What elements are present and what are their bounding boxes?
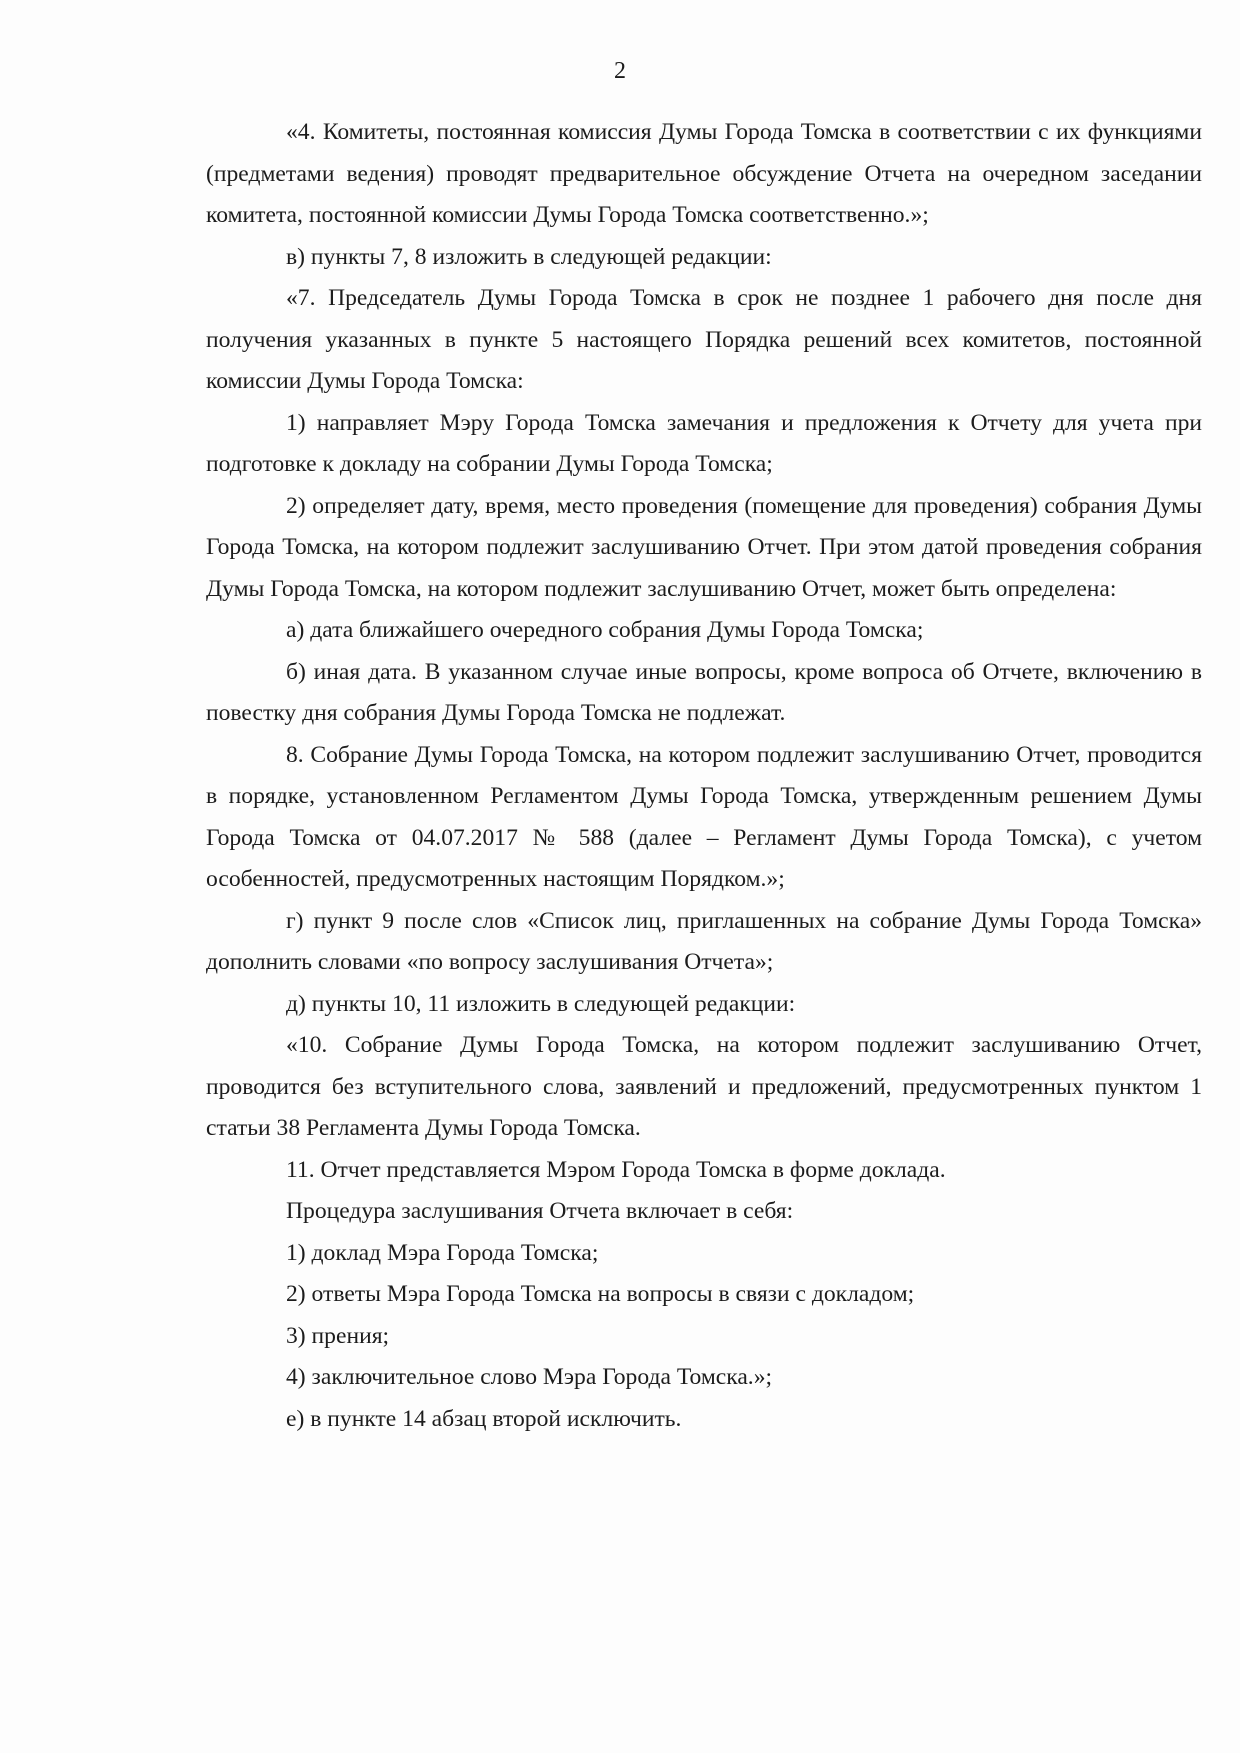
paragraph-item-7-sub-1: 1) направляет Мэру Города Томска замечания и предложения к Отчету для учета при подготовке к докладу на собрании Думы Города Томска;: [206, 409, 1202, 477]
paragraph-item-7: «7. Председатель Думы Города Томска в срок не позднее 1 рабочего дня после дня получения указанных в пункте 5 настоящего Порядка решений всех комитетов, постоянной комиссии Думы Города Томска:: [206, 285, 1202, 394]
paragraph-procedure-1: 1) доклад Мэра Города Томска;: [286, 1239, 599, 1266]
paragraph-procedure-4: 4) заключительное слово Мэра Города Томска.»;: [286, 1364, 773, 1390]
paragraph-item-7-sub-2a: а) дата ближайшего очередного собрания Думы Города Томска;: [286, 617, 924, 643]
paragraph-procedure-2: 2) ответы Мэра Города Томска на вопросы в связи с докладом;: [286, 1281, 915, 1307]
paragraph-amend-items-7-8: в) пункты 7, 8 изложить в следующей редакции:: [286, 243, 772, 270]
paragraph-item-10: «10. Собрание Думы Города Томска, на котором подлежит заслушиванию Отчет, проводится без вступительного слова, заявлений и предложений, предусмотренных пунктом 1 статьи 38 Регламента Думы Города Томска.: [206, 1032, 1202, 1141]
paragraph-item-8: 8. Собрание Думы Города Томска, на котором подлежит заслушиванию Отчет, проводится в порядке, установленном Регламентом Думы Города Томска, утвержденным решением Думы Города Томска от 04.07.2017 № 588 (далее – Регламент Думы Города Томска), с учетом особенностей, предусмотренных настоящим Порядком.»;: [206, 741, 1202, 892]
paragraph-procedure-3: 3) прения;: [286, 1322, 390, 1349]
page-number: 2: [614, 58, 626, 84]
paragraph-procedure: Процедура заслушивания Отчета включает в себя:: [286, 1198, 794, 1224]
paragraph-item-7-sub-2b: б) иная дата. В указанном случае иные вопросы, кроме вопроса об Отчете, включению в повестку дня собрания Думы Города Томска не подлежат.: [206, 658, 1202, 726]
paragraph-item-11: 11. Отчет представляется Мэром Города Томска в форме доклада.: [286, 1156, 946, 1183]
paragraph-committees: «4. Комитеты, постоянная комиссия Думы Города Томска в соответствии с их функциями (предметами ведения) проводят предварительное обсуждение Отчета на очередном заседании комитета, постоянной комиссии Думы Города Томска соответственно.»;: [206, 119, 1202, 228]
document-body: [206, 112, 1202, 1440]
paragraph-item-7-sub-2: 2) определяет дату, время, место проведения (помещение для проведения) собрания Думы Города Томска, на котором подлежит заслушиванию Отчет. При этом датой проведения собрания Думы Города Томска, на котором подлежит заслушиванию Отчет, может быть определена:: [206, 492, 1202, 602]
paragraph-item-9-amend: г) пункт 9 после слов «Список лиц, приглашенных на собрание Думы Города Томска» дополнить словами «по вопросу заслушивания Отчета»;: [206, 907, 1202, 975]
paragraph-amend-items-10-11: д) пункты 10, 11 изложить в следующей редакции:: [286, 990, 796, 1017]
paragraph-item-14-amend: е) в пункте 14 абзац второй исключить.: [286, 1405, 682, 1432]
